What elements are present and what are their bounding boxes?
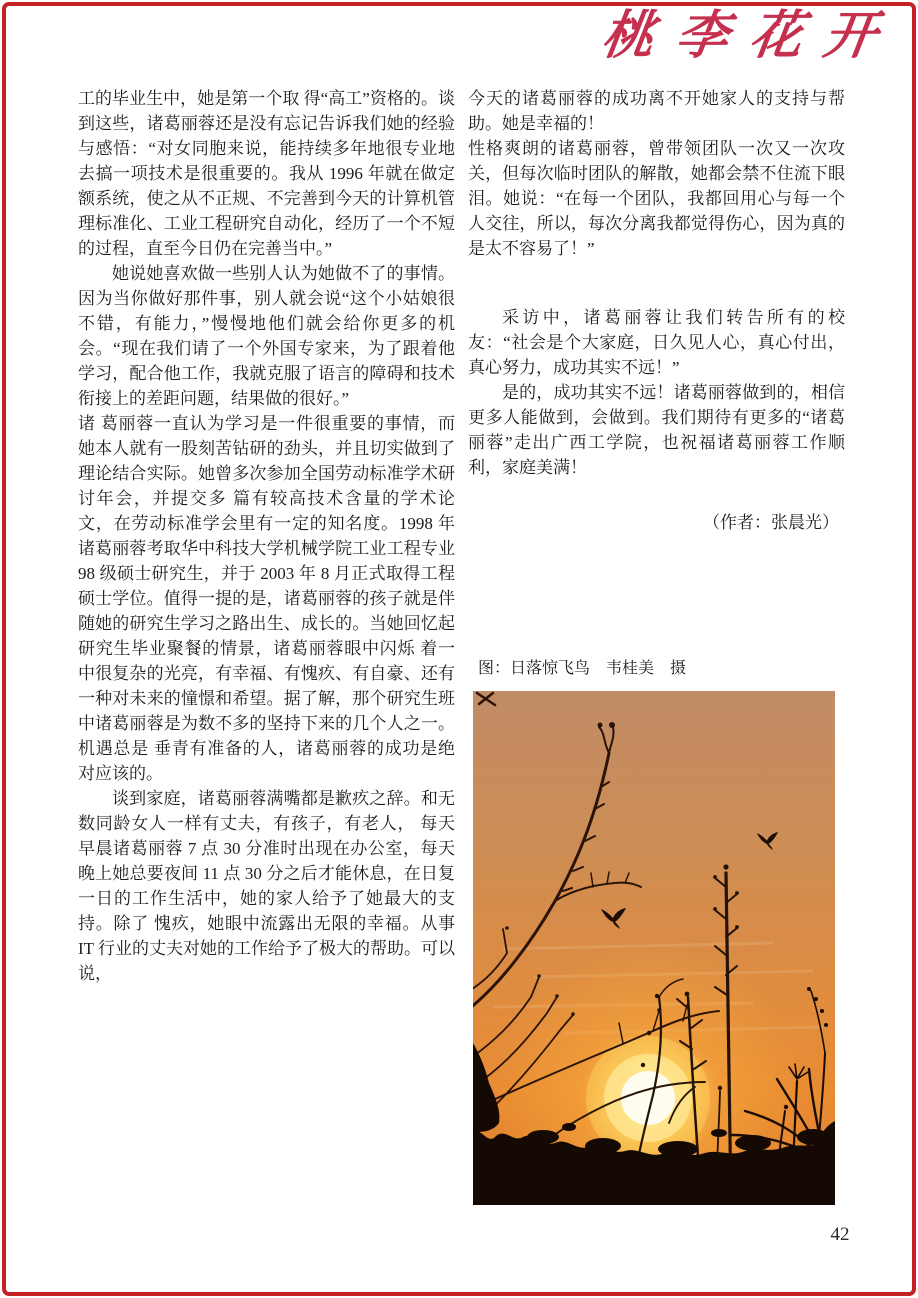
sunset-photo xyxy=(473,691,835,1205)
paragraph: 是的，成功其实不远！诸葛丽蓉做到的，相信更多人能做到，会做到。我们期待有更多的“诸葛丽蓉”走出广西工学院，也祝福诸葛丽蓉工作顺利，家庭美满！ xyxy=(468,383,845,477)
masthead-logo: 桃李花开 xyxy=(597,8,903,65)
paragraph: 今天的诸葛丽蓉的成功离不开她家人的支持与帮助。她是幸福的！ xyxy=(468,89,845,133)
page-number: 42 xyxy=(830,1224,850,1245)
photo-caption: 图：日落惊飞鸟 韦桂美 摄 xyxy=(478,660,687,677)
paragraph: 性格爽朗的诸葛丽蓉，曾带领团队一次又一次攻关，但每次临时团队的解散，她都会禁不住流下眼泪。她说：“在每一个团队，我都回用心与每一个人交往，所以，每次分离我都觉得伤心，因为真的是太不容易了！” xyxy=(468,139,845,258)
left-text-column xyxy=(78,86,455,986)
author-byline: （作者：张晨光） xyxy=(703,513,839,532)
paragraph: 采访中，诸葛丽蓉让我们转告所有的校友：“社会是个大家庭，日久见人心，真心付出，真心努力，成功其实不远！” xyxy=(468,308,845,377)
paragraph: 谈到家庭，诸葛丽蓉满嘴都是歉疚之辞。和无数同龄女人一样有丈夫，有孩子，有老人， 每天早晨诸葛丽蓉 7 点 30 分准时出现在办公室，每天晚上她总要夜间 11 点 30 分之后才能休息，在日复一日的工作生活中，她的家人给予了她最大的支持。除了 愧疚，她眼中流露出无限的幸福。从事 IT 行业的丈夫对她的工作给予了极大的帮助。可以说， xyxy=(78,789,455,983)
paragraph: 工的毕业生中，她是第一个取 得“高工”资格的。谈到这些，诸葛丽蓉还是没有忘记告诉我们她的经验与感悟：“对女同胞来说，能持续多年地很专业地去搞一项技术是很重要的。我从 1996 年就在做定额系统，使之从不正规、不完善到今天的计算机管理标准化、工业工程研究自动化，经历了一个不短的过程，直至今日仍在完善当中。” xyxy=(78,89,455,258)
right-text-column xyxy=(468,86,845,535)
paragraph: 诸 葛丽蓉一直认为学习是一件很重要的事情，而她本人就有一股刻苦钻研的劲头，并且切实做到了理论结合实际。她曾多次参加全国劳动标准学术研讨年会，并提交多 篇有较高技术含量的学术论文，在劳动标准学会里有一定的知名度。1998 年诸葛丽蓉考取华中科技大学机械学院工业工程专业 98 级硕士研究生，并于 2003 年 8 月正式取得工程硕士学位。值得一提的是，诸葛丽蓉的孩子就是伴随她的研究生学习之路出生、成长的。当她回忆起研究生毕业聚餐的情景，诸葛丽蓉眼中闪烁 着一中很复杂的光亮，有幸福、有愧疚、有自豪、还有一种对未来的憧憬和希望。据了解，那个研究生班中诸葛丽蓉是为数不多的坚持下来的几个人之一。机遇总是 垂青有准备的人，诸葛丽蓉的成功是绝对应该的。 xyxy=(78,414,455,783)
photo-figure xyxy=(468,658,845,1205)
paragraph: 她说她喜欢做一些别人认为她做不了的事情。因为当你做好那件事，别人就会说“这个小姑娘很不错，有能力，”慢慢地他们就会给你更多的机会。“现在我们请了一个外国专家来，为了跟着他学习，配合他工作，我就克服了语言的障碍和技术衔接上的差距问题，结果做的很好。” xyxy=(78,264,455,408)
